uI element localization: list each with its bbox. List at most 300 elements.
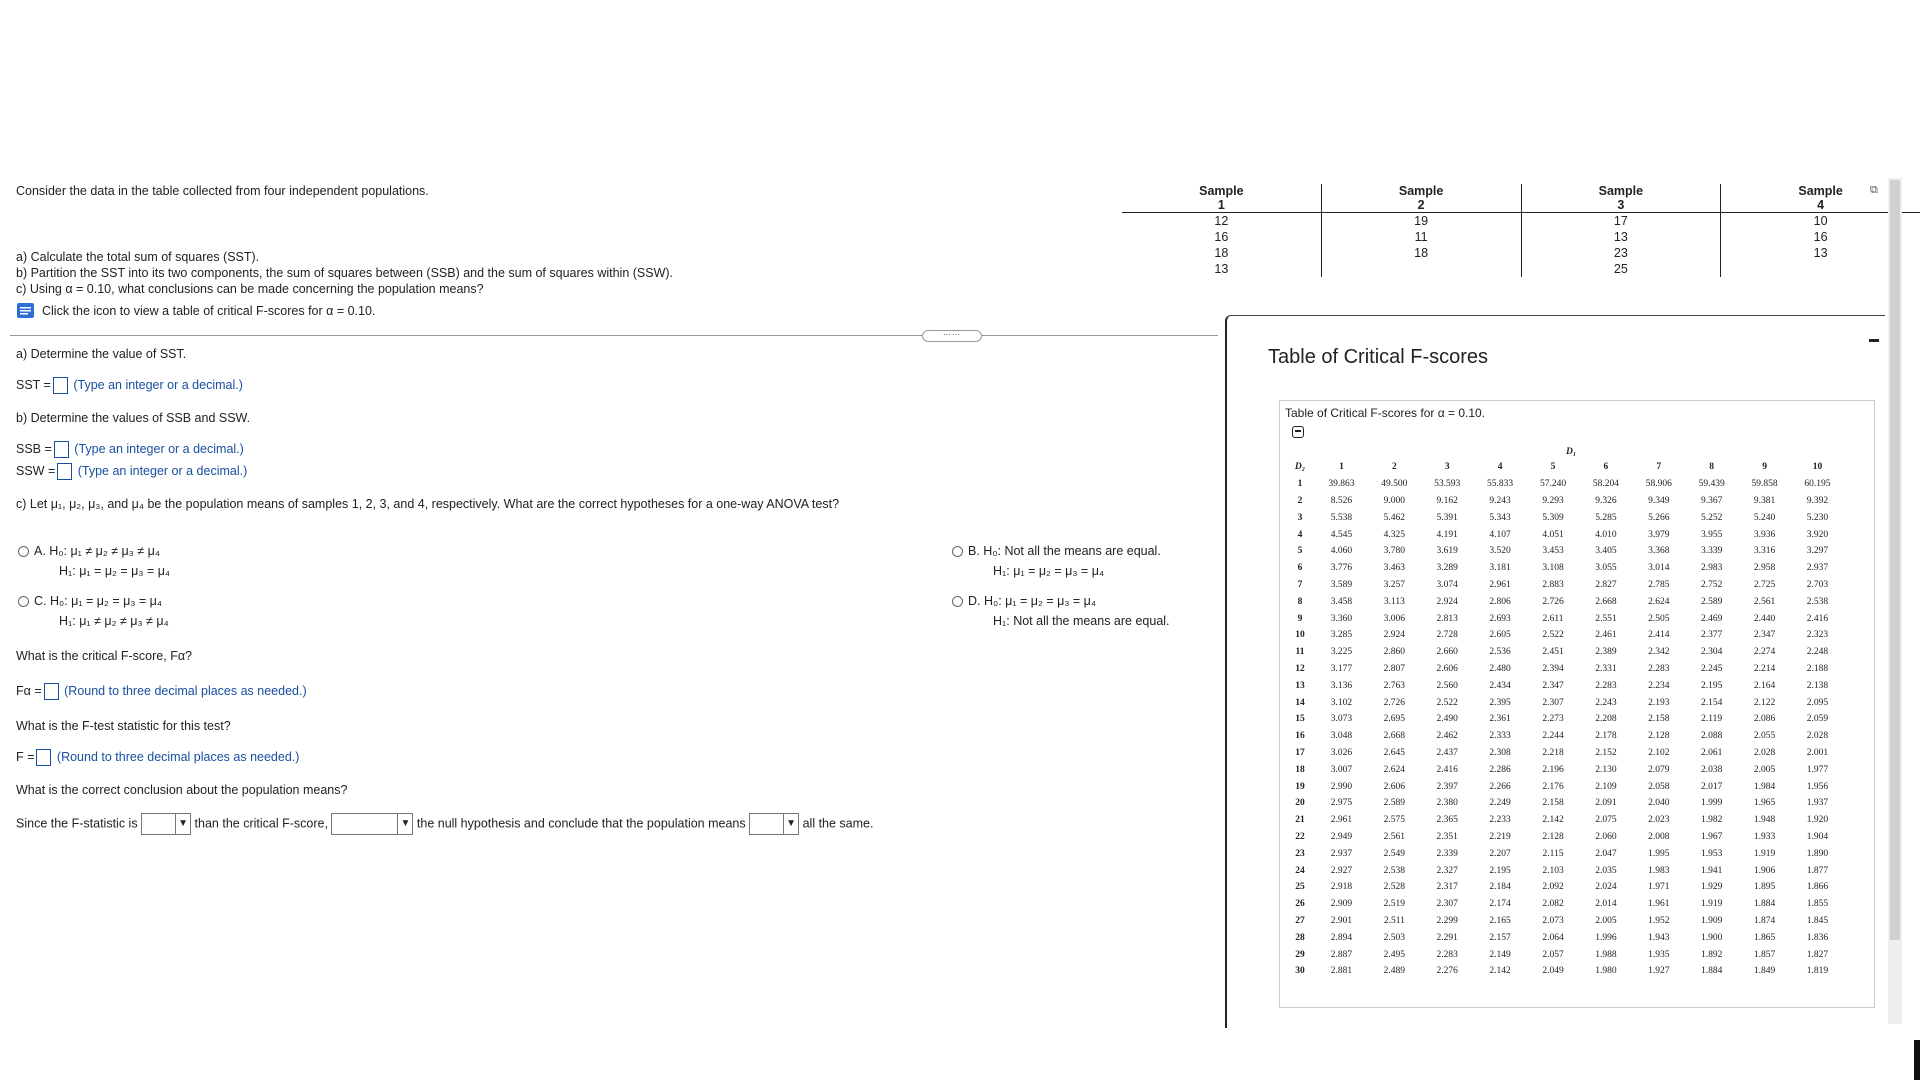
ftable-cell: 1.967	[1700, 831, 1723, 842]
ftable-cell: 2.079	[1648, 764, 1670, 775]
ftable-cell: 1.983	[1648, 865, 1670, 876]
ftable-cell: 3.316	[1753, 546, 1776, 557]
sst-hint: (Type an integer or a decimal.)	[73, 377, 243, 392]
table-row	[1122, 261, 1920, 277]
ftable-cell: 2.901	[1330, 915, 1353, 926]
table-cell: 25	[1521, 261, 1721, 277]
ftable-col-header: 10	[1812, 462, 1823, 473]
ftable-cell: 1.920	[1806, 815, 1829, 826]
sst-label: SST =	[16, 377, 51, 392]
fa-row	[16, 683, 307, 700]
table-cell: 16	[1214, 230, 1229, 244]
ftable-cell: 2.157	[1489, 932, 1511, 943]
ftable-row	[1285, 644, 1844, 661]
table-cell: 11	[1321, 229, 1521, 245]
ftable-cell: 1.855	[1806, 899, 1829, 910]
ftable-cell: 1.819	[1806, 966, 1829, 977]
ftable-copy-icon[interactable]	[1292, 426, 1304, 438]
part-b-text: b) Partition the SST into its two components, the sum of squares between (SSB) and the sum of squares within (SSW).	[16, 266, 674, 280]
ssw-hint: (Type an integer or a decimal.)	[77, 463, 248, 478]
ftable-cell: 5.309	[1542, 512, 1564, 523]
ftable-cell: 2.395	[1489, 697, 1511, 708]
ftable-cell: 2.307	[1436, 899, 1458, 910]
f-hint: (Round to three decimal places as needed.)	[56, 749, 300, 764]
critical-question: What is the critical F-score, Fα?	[16, 649, 193, 663]
ftable-cell: 2.883	[1542, 579, 1564, 590]
ftable-cell: 1.849	[1753, 966, 1776, 977]
ftable-frame	[1279, 400, 1875, 1008]
c-heading: c) Let μ₁, μ₂, μ₃, and μ₄ be the population means of samples 1, 2, 3, and 4, respectively. What are the correct hypotheses for a one-way ANOVA test?	[16, 497, 840, 511]
scrollbar-track[interactable]	[1888, 178, 1902, 1024]
ftable-cell: 58.204	[1592, 479, 1619, 490]
part-a-text: a) Calculate the total sum of squares (SST).	[16, 250, 260, 264]
ftable-cell: 2.961	[1330, 815, 1353, 826]
ftable-cell: 2.416	[1436, 764, 1458, 775]
option-b[interactable]	[952, 541, 1161, 581]
ftable-cell: 3.102	[1330, 697, 1353, 708]
ftable-row-header: 24	[1295, 865, 1305, 876]
table-cell: 17	[1521, 213, 1721, 230]
ftable-cell: 2.060	[1595, 831, 1617, 842]
ftable-row	[1285, 946, 1844, 963]
ftable-cell: 2.291	[1436, 932, 1458, 943]
ftable-cell: 2.752	[1700, 579, 1723, 590]
ftable-cell: 2.075	[1595, 815, 1617, 826]
option-h0: H₀: Not all the means are equal.	[983, 544, 1161, 558]
ssb-input[interactable]	[54, 441, 69, 458]
ftable-cell: 2.304	[1700, 647, 1723, 658]
ftable-cell: 1.865	[1753, 932, 1776, 943]
ftable-cell: 2.606	[1383, 781, 1406, 792]
sample-header-label: Sample	[1521, 184, 1721, 198]
table-row	[1122, 229, 1920, 245]
ftable-cell: 2.887	[1330, 949, 1353, 960]
ftable-cell: 3.360	[1330, 613, 1353, 624]
ftable-cell: 2.361	[1489, 714, 1511, 725]
ftable-col-header: 2	[1391, 462, 1397, 473]
ftable-cell: 3.405	[1595, 546, 1617, 557]
ftable-cell: 3.108	[1542, 563, 1564, 574]
ftable-cell: 9.367	[1700, 495, 1723, 506]
population-data-table	[1122, 184, 1920, 277]
ftable-cell: 4.107	[1489, 529, 1511, 540]
ftable-row-header: 9	[1297, 613, 1303, 624]
ftable-cell: 2.606	[1436, 663, 1458, 674]
ftable-cell: 1.845	[1806, 915, 1829, 926]
popup-title: Table of Critical F-scores	[1268, 346, 1489, 368]
ftable-cell: 2.308	[1489, 747, 1511, 758]
ftable-cell: 9.293	[1542, 495, 1564, 506]
radio-c[interactable]	[18, 596, 29, 607]
ftable-cell: 2.142	[1489, 966, 1511, 977]
ftable-cell: 2.881	[1330, 966, 1353, 977]
expand-handle[interactable]: ⋯⋯	[922, 330, 982, 342]
ssw-input[interactable]	[57, 463, 72, 480]
sample-header-number: 4	[1721, 198, 1920, 213]
ftable-cell: 2.561	[1753, 596, 1776, 607]
ftable-cell: 1.996	[1595, 932, 1617, 943]
ftable-col-header: 5	[1550, 462, 1556, 473]
ftable-subtitle: Table of Critical F-scores for α = 0.10.	[1285, 406, 1486, 420]
fa-label: Fα =	[16, 683, 42, 698]
ftable-cell: 3.136	[1330, 680, 1353, 691]
table-cell: 10	[1721, 213, 1920, 230]
table-cell: 18	[1214, 246, 1229, 260]
fa-input[interactable]	[44, 683, 59, 700]
ftable-cell: 2.380	[1436, 798, 1458, 809]
ftable-row-header: 12	[1295, 663, 1305, 674]
ftable-cell: 2.394	[1542, 663, 1564, 674]
ftable-cell: 2.695	[1383, 714, 1406, 725]
ftable-cell: 2.091	[1595, 798, 1617, 809]
ftable-cell: 2.164	[1753, 680, 1776, 691]
option-letter: B.	[968, 544, 980, 558]
table-cell	[1321, 261, 1521, 277]
ftable-cell: 2.561	[1383, 831, 1406, 842]
ftable-cell: 2.073	[1542, 915, 1564, 926]
table-cell: 18	[1321, 245, 1521, 261]
copy-icon[interactable]: ⧉	[1870, 184, 1878, 196]
ftable-cell: 3.619	[1436, 546, 1458, 557]
ftable-row-header: 29	[1295, 949, 1305, 960]
ftable-row-header: 1	[1297, 479, 1303, 490]
ftable-row-header: 2	[1297, 495, 1303, 506]
ftable-cell: 2.927	[1330, 865, 1353, 876]
ftable-row	[1285, 610, 1844, 627]
ftable-cell: 2.057	[1542, 949, 1564, 960]
ftable-cell: 2.158	[1648, 714, 1670, 725]
d1-label: D₁	[1566, 447, 1577, 457]
ftable-cell: 2.365	[1436, 815, 1458, 826]
ftable-cell: 2.806	[1489, 596, 1511, 607]
ftable-cell: 2.327	[1436, 865, 1458, 876]
ftable-cell: 2.551	[1595, 613, 1617, 624]
ftable-cell: 1.988	[1595, 949, 1617, 960]
ftable-cell: 2.095	[1806, 697, 1829, 708]
sst-row	[16, 377, 243, 394]
ftable-cell: 2.624	[1648, 596, 1670, 607]
ftable-cell: 2.208	[1595, 714, 1617, 725]
sst-input[interactable]	[53, 377, 68, 394]
ftable-cell: 9.392	[1806, 495, 1829, 506]
ftable-cell: 1.943	[1648, 932, 1670, 943]
ftable-cell: 2.195	[1700, 680, 1723, 691]
ftable-row	[1285, 577, 1844, 594]
ftable-cell: 5.252	[1700, 512, 1723, 523]
ftable-cell: 1.941	[1700, 865, 1723, 876]
ftable-cell: 9.326	[1595, 495, 1617, 506]
ftable-cell: 2.176	[1542, 781, 1564, 792]
ftest-question: What is the F-test statistic for this test?	[16, 719, 231, 733]
ftable-cell: 2.249	[1489, 798, 1511, 809]
ftable-row	[1285, 661, 1844, 678]
ftable-row-header: 30	[1295, 966, 1305, 977]
minimize-icon[interactable]	[1869, 339, 1879, 342]
ftable-cell: 2.323	[1806, 630, 1829, 641]
ftable-cell: 1.866	[1806, 882, 1829, 893]
ftable-cell: 5.462	[1383, 512, 1406, 523]
ftable-cell: 2.154	[1700, 697, 1723, 708]
ftable-cell: 1.895	[1753, 882, 1776, 893]
ftable-cell: 3.289	[1436, 563, 1458, 574]
ftable-cell: 2.128	[1542, 831, 1564, 842]
ftable-cell: 2.519	[1383, 899, 1406, 910]
ftable-cell: 3.463	[1383, 563, 1406, 574]
sample-header-number: 2	[1321, 198, 1521, 213]
ftable-cell: 1.933	[1753, 831, 1776, 842]
sample-header-number: 1	[1122, 198, 1321, 213]
ftable-cell: 2.937	[1330, 848, 1353, 859]
fa-hint: (Round to three decimal places as needed.)	[64, 683, 307, 698]
table-icon[interactable]	[16, 302, 36, 320]
option-h0: H₀: μ₁ = μ₂ = μ₃ = μ₄	[49, 594, 162, 608]
ftable-cell: 3.285	[1330, 630, 1353, 641]
ftable-cell: 2.611	[1542, 613, 1564, 624]
since-text: Since the F-statistic is	[16, 816, 138, 831]
ftable-cell: 2.245	[1700, 663, 1723, 674]
ftable-cell: 1.977	[1806, 764, 1829, 775]
table-row	[1122, 245, 1920, 261]
ftable-col-header: 7	[1656, 462, 1662, 473]
ftable-row	[1285, 627, 1844, 644]
ftable-cell: 2.909	[1330, 899, 1353, 910]
f-input[interactable]	[36, 749, 51, 766]
ftable-cell: 1.874	[1753, 915, 1776, 926]
ftable-cell: 2.807	[1383, 663, 1406, 674]
ftable-cell: 2.207	[1489, 848, 1511, 859]
ftable-cell: 2.138	[1806, 680, 1829, 691]
chevron-down-icon: ▼	[783, 814, 798, 834]
chevron-down-icon: ▼	[397, 814, 412, 834]
ftable-row	[1285, 761, 1844, 778]
ftable-cell: 2.725	[1753, 579, 1776, 590]
ftable-row	[1285, 862, 1844, 879]
ftable-row	[1285, 476, 1844, 493]
ftable-row-header: 4	[1297, 529, 1303, 540]
ftable-cell: 3.955	[1700, 529, 1723, 540]
option-h1: H₁: μ₁ ≠ μ₂ ≠ μ₃ ≠ μ₄	[59, 614, 169, 628]
ftable-cell: 9.349	[1648, 495, 1670, 506]
option-letter: C.	[34, 594, 47, 608]
ftable-cell: 4.051	[1542, 529, 1564, 540]
ftable-row-header: 10	[1295, 630, 1305, 641]
are-select[interactable]	[749, 813, 799, 835]
ftable-header-row	[1285, 459, 1844, 476]
ftable-row	[1285, 829, 1844, 846]
ftable-cell: 1.884	[1753, 899, 1776, 910]
ftable-row	[1285, 543, 1844, 560]
ftable-row	[1285, 929, 1844, 946]
table-cell: 13	[1721, 245, 1920, 261]
ftable-row-header: 14	[1295, 697, 1305, 708]
ftable-cell: 5.391	[1436, 512, 1458, 523]
ftable-cell: 2.195	[1489, 865, 1511, 876]
ftable-cell: 1.836	[1806, 932, 1829, 943]
icon-link-text: Click the icon to view a table of critical F-scores for α = 0.10.	[42, 304, 376, 318]
ftable-cell: 3.368	[1648, 546, 1670, 557]
ftable-cell: 2.188	[1806, 663, 1829, 674]
ftable-cell: 9.381	[1753, 495, 1776, 506]
ftable-cell: 2.174	[1489, 899, 1511, 910]
ftable-col-header: 9	[1762, 462, 1767, 473]
ftable-row-header: 8	[1297, 596, 1303, 607]
radio-d[interactable]	[952, 596, 963, 607]
ftable-cell: 2.286	[1489, 764, 1511, 775]
ftable-cell: 5.266	[1648, 512, 1670, 523]
ftable-cell: 5.240	[1753, 512, 1776, 523]
ftable-col-header: 4	[1497, 462, 1503, 473]
ftable-row-header: 22	[1295, 831, 1305, 842]
ftable-cell: 2.142	[1542, 815, 1564, 826]
ftable-row-header: 19	[1295, 781, 1305, 792]
ftable-cell: 2.389	[1595, 647, 1617, 658]
ftable-cell: 1.919	[1753, 848, 1776, 859]
option-d[interactable]	[952, 591, 1170, 631]
ftable-row-header: 5	[1297, 546, 1303, 557]
ftable-cell: 2.347	[1542, 680, 1564, 691]
ftable-cell: 2.058	[1648, 781, 1670, 792]
option-h1: H₁: μ₁ = μ₂ = μ₃ = μ₄	[59, 564, 170, 578]
ftable-cell: 3.073	[1330, 714, 1353, 725]
ftable-col-header: 8	[1709, 462, 1715, 473]
ftable-cell: 1.961	[1648, 899, 1670, 910]
divider	[10, 335, 1218, 336]
ftable-col-header: 1	[1339, 462, 1344, 473]
ftable-cell: 58.906	[1645, 479, 1672, 490]
ftable-cell: 2.549	[1383, 848, 1406, 859]
ftable-row-header: 15	[1295, 714, 1305, 725]
option-a[interactable]	[18, 541, 170, 581]
ftable-cell: 2.339	[1436, 848, 1458, 859]
ftable-cell: 2.178	[1595, 731, 1617, 742]
ftable-cell: 2.024	[1595, 882, 1617, 893]
ftable-cell: 3.589	[1330, 579, 1353, 590]
ftable-cell: 1.884	[1700, 966, 1723, 977]
ftable-cell: 1.904	[1806, 831, 1829, 842]
ftable-row	[1285, 493, 1844, 510]
ftable-cell: 2.064	[1542, 932, 1564, 943]
ftable-cell: 3.006	[1383, 613, 1406, 624]
table-cell: 16	[1721, 229, 1920, 245]
radio-b[interactable]	[952, 546, 963, 557]
ftable-cell: 2.333	[1489, 731, 1511, 742]
ftable-cell: 4.191	[1436, 529, 1458, 540]
ftable-cell: 2.469	[1700, 613, 1723, 624]
ftable-cell: 3.181	[1489, 563, 1511, 574]
ftable-cell: 2.645	[1383, 747, 1406, 758]
ftable-cell: 2.115	[1542, 848, 1564, 859]
ftable-cell: 2.061	[1700, 747, 1723, 758]
ssb-hint: (Type an integer or a decimal.)	[74, 441, 244, 456]
ftable-cell: 3.453	[1542, 546, 1564, 557]
ftable-row	[1285, 778, 1844, 795]
ftable-cell: 2.342	[1648, 647, 1670, 658]
ftable-cell: 2.109	[1595, 781, 1617, 792]
ftable-cell: 2.248	[1806, 647, 1829, 658]
ftable-row	[1285, 509, 1844, 526]
ftable-cell: 55.833	[1487, 479, 1514, 490]
ftable-cell: 3.979	[1648, 529, 1670, 540]
ftable-cell: 2.949	[1330, 831, 1353, 842]
ftable-cell: 1.965	[1753, 798, 1776, 809]
ftable-cell: 2.660	[1436, 647, 1458, 658]
ftable-cell: 2.283	[1436, 949, 1458, 960]
table-cell: 23	[1521, 245, 1721, 261]
compare-select[interactable]	[141, 813, 191, 835]
ftable-cell: 2.461	[1595, 630, 1617, 641]
ftable-col-header: 6	[1603, 462, 1609, 473]
ftable-row-header: 6	[1297, 563, 1303, 574]
conclusion-row	[16, 813, 873, 835]
ftable-row-header: 21	[1295, 815, 1305, 826]
ftable-cell: 2.196	[1542, 764, 1564, 775]
ftable-cell: 2.575	[1383, 815, 1406, 826]
ftable-row-header: 27	[1295, 915, 1305, 926]
d2-label: D₂	[1294, 462, 1306, 473]
option-h0: H₀: μ₁ ≠ μ₂ ≠ μ₃ ≠ μ₄	[49, 544, 160, 558]
ftable-cell: 9.000	[1383, 495, 1406, 506]
scrollbar-thumb[interactable]	[1890, 180, 1900, 940]
ftable-cell: 1.900	[1700, 932, 1723, 943]
conclusion-question: What is the correct conclusion about the population means?	[16, 783, 348, 797]
ftable-cell: 2.047	[1595, 848, 1617, 859]
ftable-cell: 2.434	[1489, 680, 1511, 691]
ftable-row	[1285, 728, 1844, 745]
option-letter: D.	[968, 594, 981, 608]
ftable-cell: 2.462	[1436, 731, 1458, 742]
ftable-cell: 2.785	[1648, 579, 1670, 590]
ftable-cell: 1.929	[1700, 882, 1723, 893]
ftable-row	[1285, 879, 1844, 896]
ftable-cell: 2.233	[1489, 815, 1511, 826]
ftable-row-header: 16	[1295, 731, 1305, 742]
sample-header-label: Sample	[1321, 184, 1521, 198]
ftable-cell: 2.763	[1383, 680, 1406, 691]
ftable-cell: 1.919	[1700, 899, 1723, 910]
ssb-row	[16, 441, 244, 458]
ftable-cell: 2.416	[1806, 613, 1829, 624]
decision-select[interactable]	[331, 813, 413, 835]
ftable-cell: 2.605	[1489, 630, 1511, 641]
ftable-cell: 3.048	[1330, 731, 1353, 742]
table-cell: 19	[1321, 213, 1521, 230]
ftable-cell: 2.218	[1542, 747, 1564, 758]
ftable-cell: 2.158	[1542, 798, 1564, 809]
ftable-cell: 2.975	[1330, 798, 1353, 809]
ftable-row	[1285, 812, 1844, 829]
ftable-cell: 2.495	[1383, 949, 1406, 960]
ftable-cell: 2.266	[1489, 781, 1511, 792]
ftable-cell: 2.274	[1753, 647, 1776, 658]
ftable-row	[1285, 526, 1844, 543]
ftable-cell: 2.958	[1753, 563, 1776, 574]
ftable-row	[1285, 593, 1844, 610]
option-c[interactable]	[18, 591, 169, 631]
ftable-cell: 3.055	[1595, 563, 1617, 574]
radio-a[interactable]	[18, 546, 29, 557]
ftable-row-header: 25	[1295, 882, 1305, 893]
ftable-row-header: 13	[1295, 680, 1305, 691]
sample-header-number: 3	[1521, 198, 1721, 213]
f-row	[16, 749, 299, 766]
ftable-cell: 2.693	[1489, 613, 1511, 624]
ftable-cell: 1.995	[1648, 848, 1670, 859]
ftable-cell: 2.538	[1383, 865, 1406, 876]
ftable-cell: 2.299	[1436, 915, 1458, 926]
ftable-cell: 2.414	[1648, 630, 1670, 641]
ftable-cell: 2.082	[1542, 899, 1564, 910]
ftable-cell: 2.924	[1436, 596, 1458, 607]
